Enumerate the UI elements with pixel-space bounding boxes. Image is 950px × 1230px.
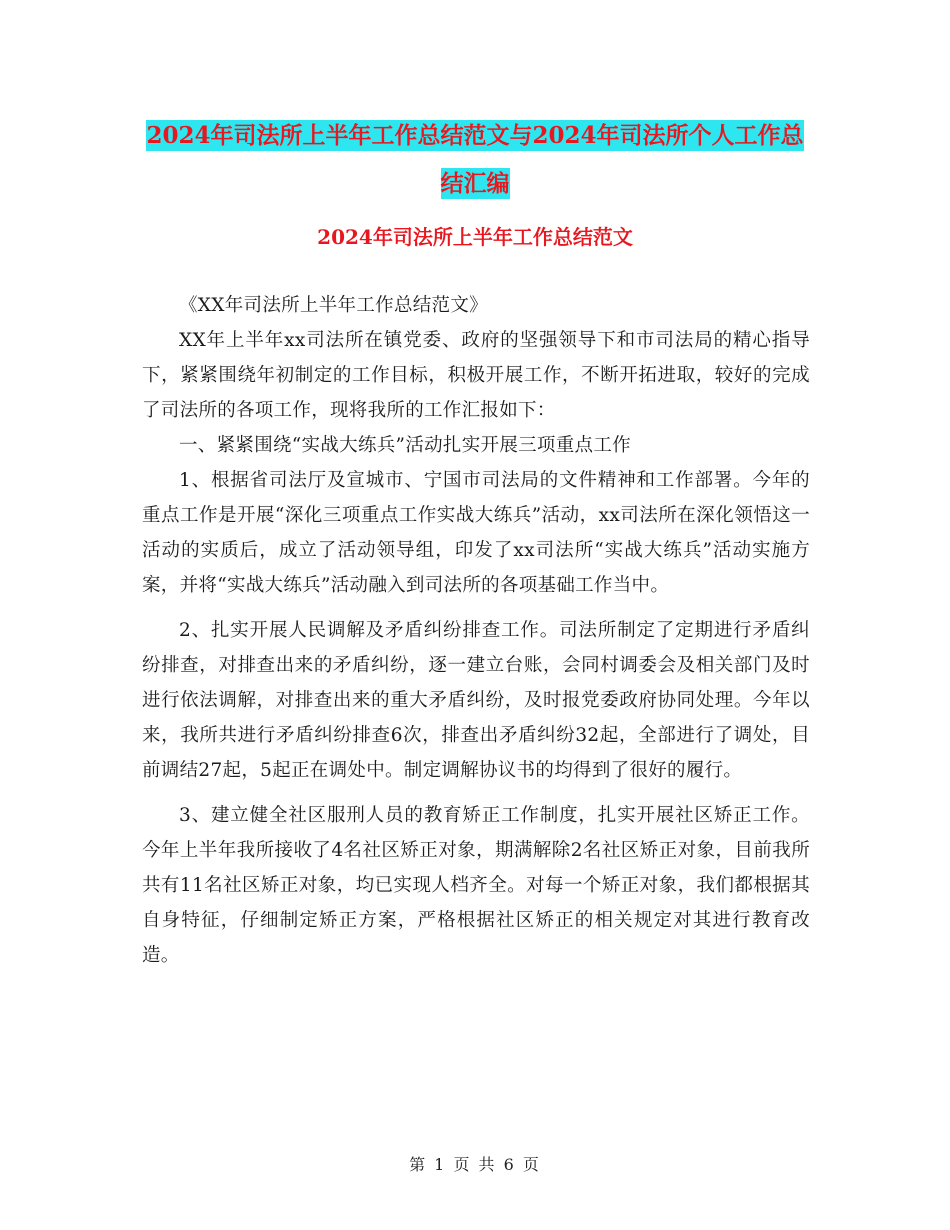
paragraph-doc-name: 《XX年司法所上半年工作总结范文》 <box>179 295 488 316</box>
paragraph-heading-1: 一、紧紧围绕“实战大练兵”活动扎实开展三项重点工作 <box>179 435 631 456</box>
paragraph-intro: XX年上半年xx司法所在镇党委、政府的坚强领导下和市司法局的精心指导下，紧紧围绕年初制定的工作目标，积极开展工作，不断开拓进取，较好的完成了司法所的各项工作，现将我所的工作汇报如下： <box>142 330 810 421</box>
paragraph-item-1: 1、根据省司法厅及宣城市、宁国市司法局的文件精神和工作部署。今年的重点工作是开展“深化三项重点工作实战大练兵”活动，xx司法所在深化领悟这一活动的实质后，成立了活动领导组，印发了xx司法所“实战大练兵”活动实施方案，并将“实战大练兵”活动融入到司法所的各项基础工作当中。 <box>142 470 810 596</box>
document-title <box>140 112 810 208</box>
paragraph-item-3: 3、建立健全社区服刑人员的教育矫正工作制度，扎实开展社区矫正工作。今年上半年我所接收了4名社区矫正对象，期满解除2名社区矫正对象，目前我所共有11名社区矫正对象，均已实现人档齐全。对每一个矫正对象，我们都根据其自身特征，仔细制定矫正方案，严格根据社区矫正的相关规定对其进行教育改造。 <box>142 805 810 966</box>
section-title: 2024年司法所上半年工作总结范文 <box>317 225 633 249</box>
paragraph-item-2: 2、扎实开展人民调解及矛盾纠纷排查工作。司法所制定了定期进行矛盾纠纷排查，对排查出来的矛盾纠纷，逐一建立台账，会同村调委会及相关部门及时进行依法调解，对排查出来的重大矛盾纠纷，及时报党委政府协同处理。今年以来，我所共进行矛盾纠纷排查6次，排查出矛盾纠纷32起，全部进行了调处，目前调结27起，5起正在调处中。制定调解协议书的均得到了很好的履行。 <box>142 620 810 781</box>
document-body <box>142 288 810 973</box>
page-footer: 第 1 页 共 6 页 <box>409 1155 541 1174</box>
document-title-text: 2024年司法所上半年工作总结范文与2024年司法所个人工作总结汇编 <box>146 122 804 197</box>
